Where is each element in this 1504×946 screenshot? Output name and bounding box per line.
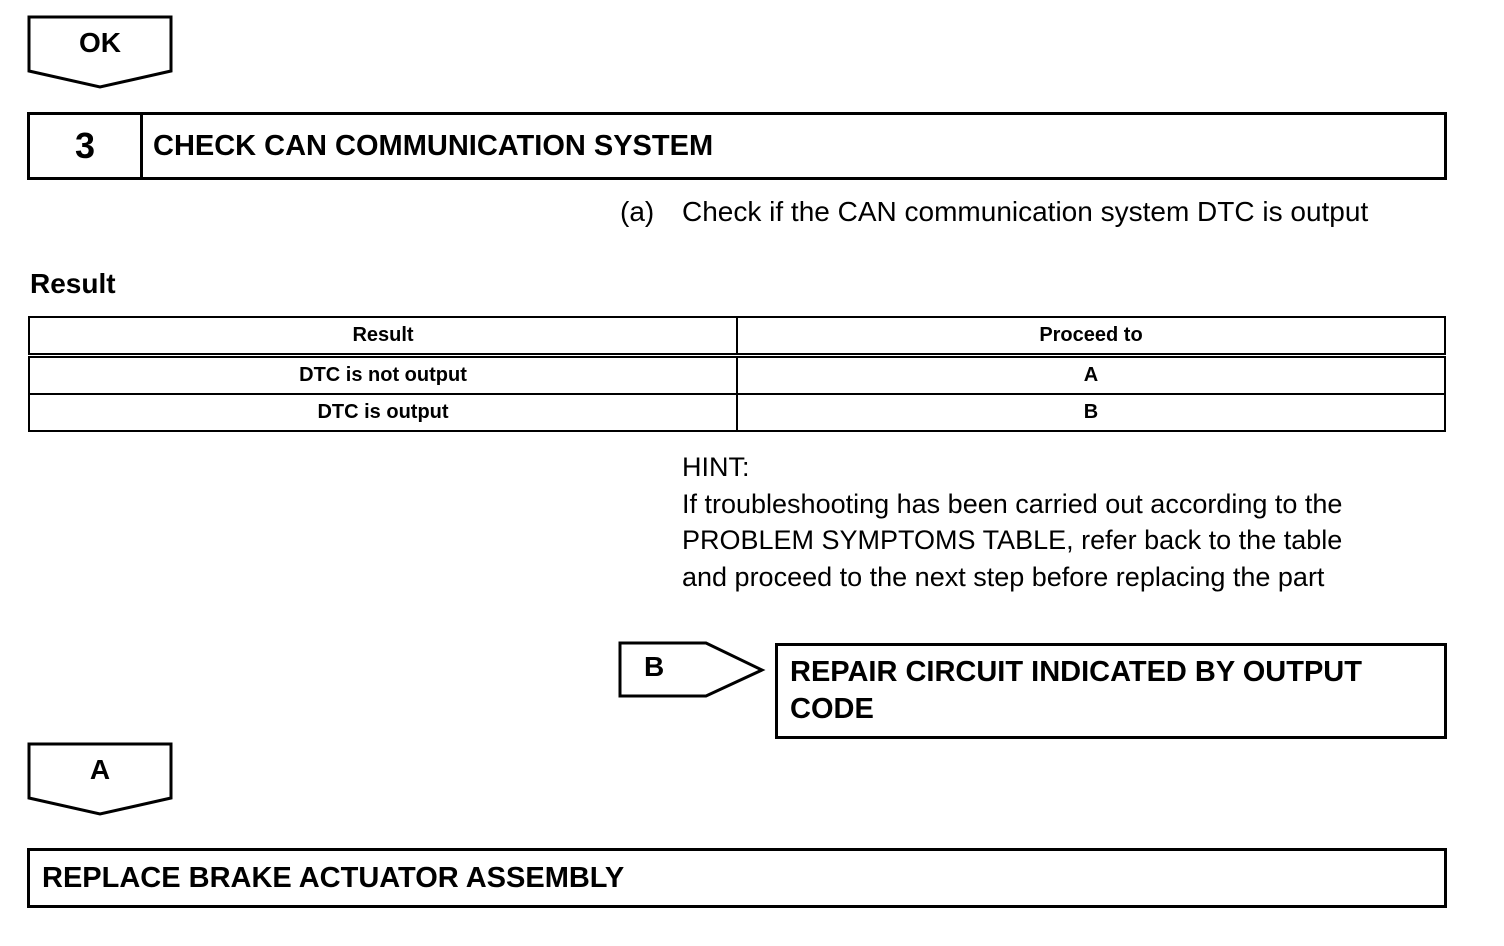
branch-b-marker [618, 641, 766, 699]
table-cell: B [737, 394, 1445, 431]
table-header-row [29, 317, 1445, 356]
table-row [29, 356, 1445, 395]
table-row [29, 394, 1445, 431]
repair-action-line: CODE [790, 693, 874, 725]
step-header [27, 112, 1447, 180]
result-table [28, 316, 1446, 432]
final-step-box [27, 848, 1447, 908]
result-heading: Result [30, 268, 116, 299]
hint-line: If troubleshooting has been carried out according to the [682, 488, 1343, 519]
ok-label: OK [79, 27, 121, 58]
instruction-text: Check if the CAN communication system DTC is output [682, 196, 1369, 227]
column-header-result: Result [29, 317, 737, 356]
repair-action-box [775, 643, 1447, 739]
table-cell: DTC is not output [29, 356, 737, 395]
repair-action-line: REPAIR CIRCUIT INDICATED BY OUTPUT [790, 656, 1362, 688]
hint-line: PROBLEM SYMPTOMS TABLE, refer back to the table [682, 525, 1343, 555]
hint-block [682, 449, 1342, 595]
hint-title: HINT: [682, 452, 750, 482]
table-cell: A [737, 356, 1445, 395]
instruction-marker: (a) [620, 196, 655, 227]
ok-flow-marker [27, 15, 173, 89]
step-title: CHECK CAN COMMUNICATION SYSTEM [153, 129, 714, 162]
right-arrow-pentagon-icon [618, 641, 766, 699]
final-step-title: REPLACE BRAKE ACTUATOR ASSEMBLY [42, 861, 625, 894]
hint-line: and proceed to the next step before replacing the part [682, 561, 1325, 592]
table-cell: DTC is output [29, 394, 737, 431]
a-label: A [89, 754, 111, 785]
branch-b-label: B [644, 651, 665, 682]
a-flow-marker [27, 742, 173, 816]
step-number: 3 [30, 115, 143, 177]
column-header-proceed: Proceed to [737, 317, 1445, 356]
